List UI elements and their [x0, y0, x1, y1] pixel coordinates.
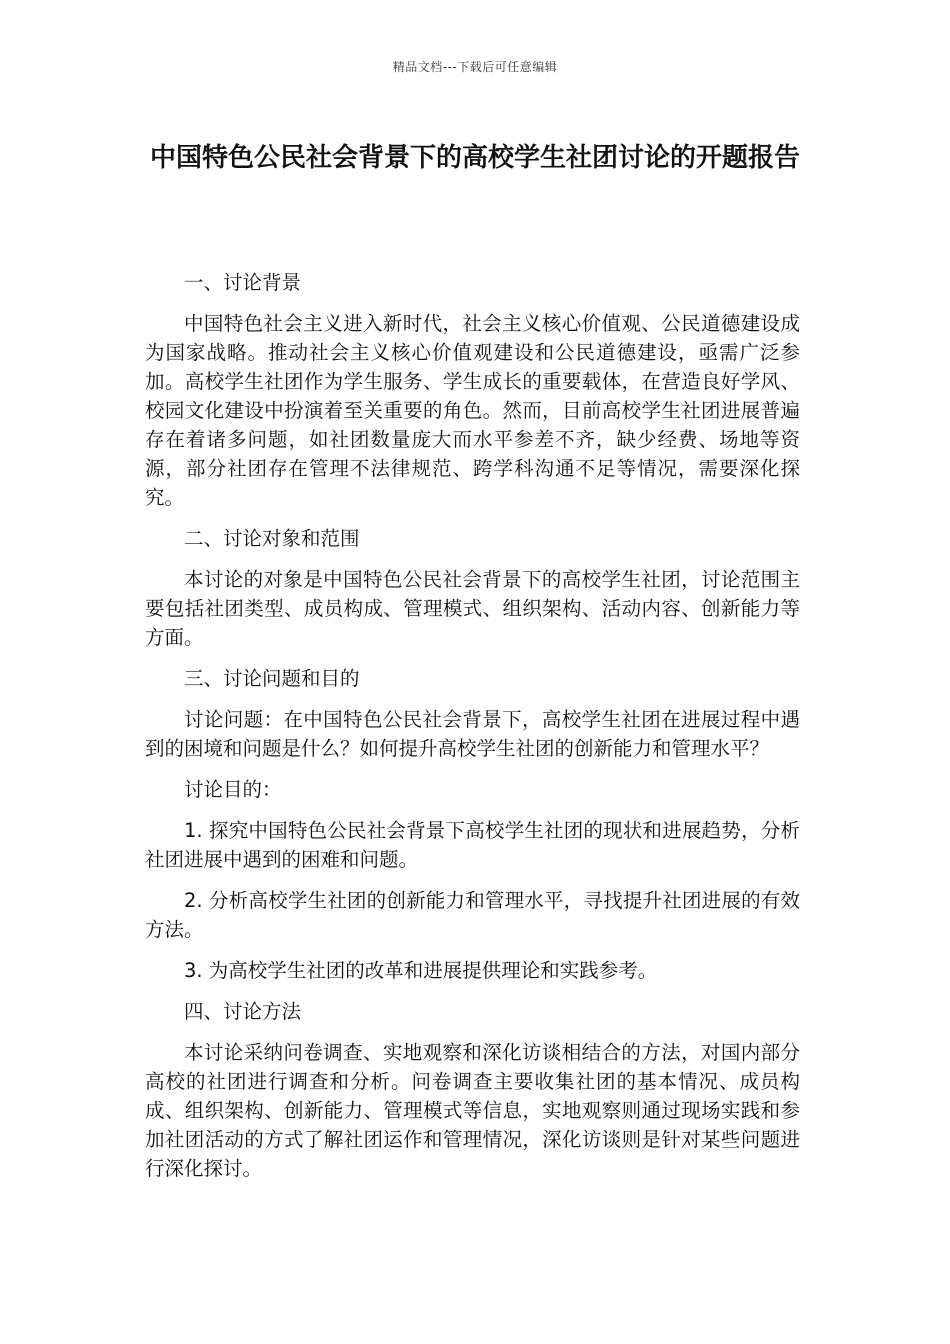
- purpose-item-3: 3. 为高校学生社团的改革和进展提供理论和实践参考。: [184, 959, 658, 982]
- purpose-item-1: 1. 探究中国特色公民社会背景下高校学生社团的现状和进展趋势，分析社团进展中遇到的困难和问题。: [145, 819, 800, 871]
- paragraph-questions: 讨论问题：在中国特色公民社会背景下，高校学生社团在进展过程中遇到的困境和问题是什么？如何提升高校学生社团的创新能力和管理水平？: [145, 708, 800, 760]
- paragraph-purpose-label: 讨论目的：: [184, 778, 282, 801]
- paragraph-scope: 本讨论的对象是中国特色公民社会背景下的高校学生社团，讨论范围主要包括社团类型、成员构成、管理模式、组织架构、活动内容、创新能力等方面。: [145, 568, 800, 649]
- header-note: 精品文档---下载后可任意编辑: [392, 60, 558, 74]
- purpose-item-2: 2. 分析高校学生社团的创新能力和管理水平，寻找提升社团进展的有效方法。: [145, 889, 800, 941]
- section-heading-background: 一、讨论背景: [184, 271, 302, 294]
- document-body: [145, 268, 800, 1195]
- document-title: 中国特色公民社会背景下的高校学生社团讨论的开题报告: [149, 143, 800, 173]
- section-heading-questions: 三、讨论问题和目的: [184, 667, 360, 690]
- paragraph-background: 中国特色社会主义进入新时代，社会主义核心价值观、公民道德建设成为国家战略。推动社会主义核心价值观建设和公民道德建设，亟需广泛参加。高校学生社团作为学生服务、学生成长的重要载体，在营造良好学风、校园文化建设中扮演着至关重要的角色。然而，目前高校学生社团进展普遍存在着诸多问题，如社团数量庞大而水平参差不齐，缺少经费、场地等资源，部分社团存在管理不法律规范、跨学科沟通不足等情况，需要深化探究。: [145, 312, 800, 509]
- section-heading-scope: 二、讨论对象和范围: [184, 527, 360, 550]
- section-heading-methods: 四、讨论方法: [184, 1000, 302, 1023]
- paragraph-methods: 本讨论采纳问卷调查、实地观察和深化访谈相结合的方法，对国内部分高校的社团进行调查和分析。问卷调查主要收集社团的基本情况、成员构成、组织架构、创新能力、管理模式等信息，实地观察则通过现场实践和参加社团活动的方式了解社团运作和管理情况，深化访谈则是针对某些问题进行深化探讨。: [145, 1041, 800, 1180]
